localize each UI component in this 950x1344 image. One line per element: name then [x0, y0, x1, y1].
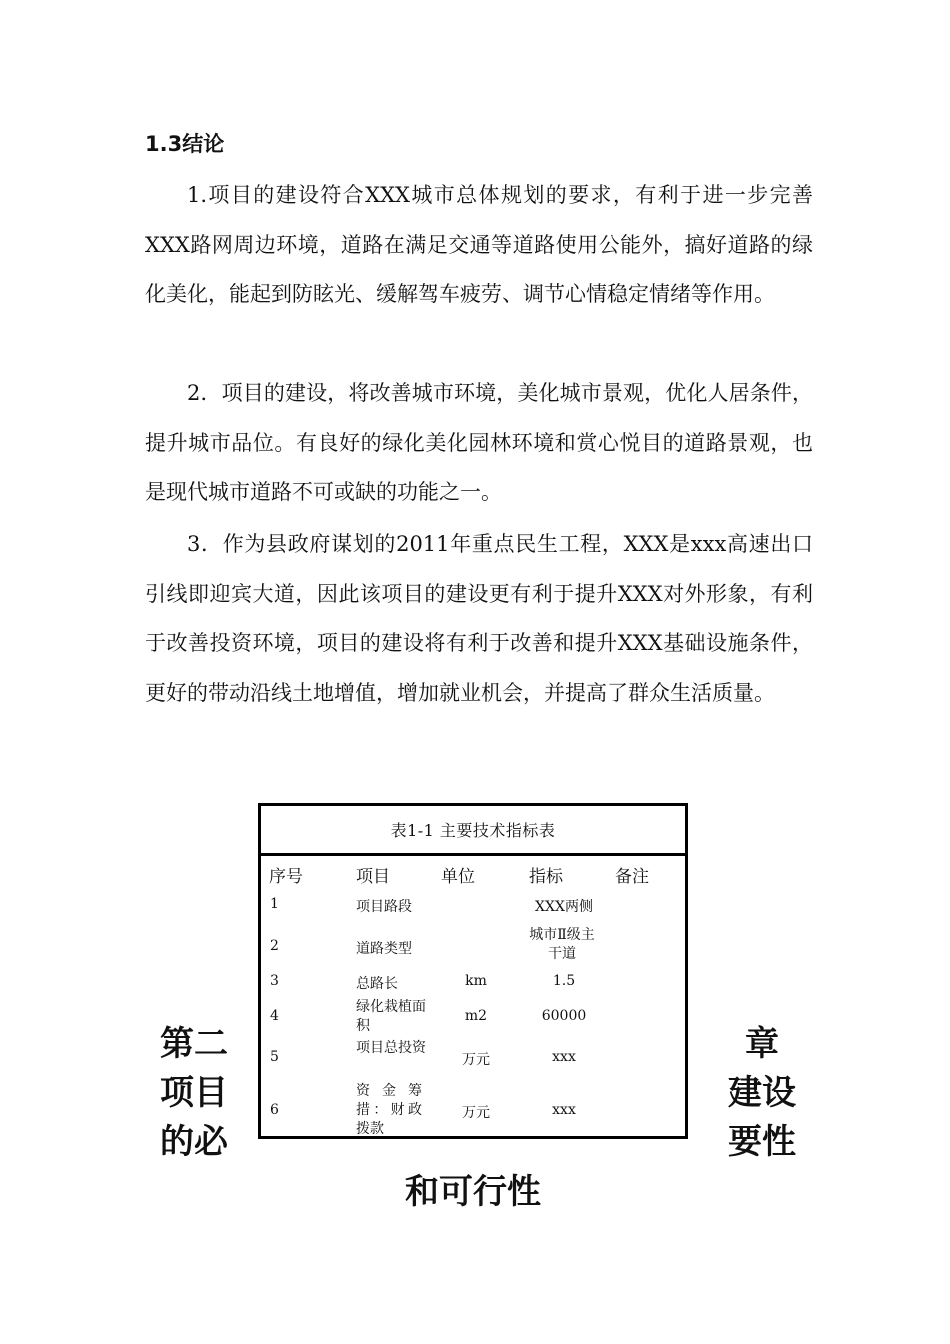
chapter-title-bottom: 和可行性: [405, 1172, 541, 1212]
row4-no: 4: [270, 1008, 279, 1024]
row1-item: 项目路段: [356, 899, 412, 915]
row2-no: 2: [270, 938, 279, 954]
row3-item: 总路长: [356, 976, 398, 992]
row5-item: 项目总投资: [356, 1040, 426, 1056]
row5-no: 5: [270, 1049, 279, 1065]
row3-unit: km: [465, 973, 487, 989]
conclusion-paragraph-1: 1.项目的建设符合XXX城市总体规划的要求，有利于进一步完善XXX路网周边环境，道路在满足交通等道路使用公能外，搞好道路的绿化美化，能起到防眩光、缓解驾车疲劳、调节心情稳定情绪等作用。: [145, 183, 813, 306]
header-unit: 单位: [441, 867, 475, 887]
conclusion-paragraph-3: 3．作为县政府谋划的2011年重点民生工程，XXX是xxx高速出口引线即迎宾大道，因此该项目的建设更有利于提升XXX对外形象，有利于改善投资环境，项目的建设将有利于改善和提升XXX基础设施条件，更好的带动沿线土地增值，增加就业机会，并提高了群众生活质量。: [145, 532, 813, 705]
row4-value: 60000: [541, 1008, 587, 1024]
row3-no: 3: [270, 973, 279, 989]
row4-unit: m2: [464, 1008, 488, 1024]
header-no: 序号: [269, 867, 303, 887]
conclusion-paragraph-2: 2．项目的建设，将改善城市环境，美化城市景观，优化人居条件，提升城市品位。有良好的绿化美化园林环境和赏心悦目的道路景观，也是现代城市道路不可或缺的功能之一。: [145, 381, 813, 504]
header-note: 备注: [615, 867, 649, 887]
row1-no: 1: [270, 896, 279, 912]
row1-value: XXX两侧: [535, 899, 593, 915]
row2-item: 道路类型: [356, 941, 412, 957]
row6-no: 6: [270, 1102, 279, 1118]
row5-value: xxx: [552, 1049, 576, 1065]
technical-indicators-table: [258, 803, 688, 1139]
section-heading: 1.3结论: [145, 132, 225, 156]
chapter-title-left: 第二 项目 的必: [160, 1024, 228, 1162]
row4-item: 绿化栽植面积: [356, 999, 426, 1034]
row3-value: 1.5: [552, 973, 576, 989]
chapter-title-right: 章 建设 要性: [728, 1024, 796, 1162]
row2-value: 城市Ⅱ级主干道: [529, 927, 595, 962]
row5-unit: 万元: [462, 1052, 490, 1068]
header-item: 项目: [356, 867, 390, 887]
row6-item: 资金筹措：财政拨款: [356, 1083, 422, 1137]
table-body: [261, 856, 685, 1136]
row6-value: xxx: [552, 1102, 576, 1118]
header-value: 指标: [529, 867, 563, 887]
table-caption: 表1-1 主要技术指标表: [261, 806, 685, 856]
row6-unit: 万元: [462, 1105, 490, 1121]
